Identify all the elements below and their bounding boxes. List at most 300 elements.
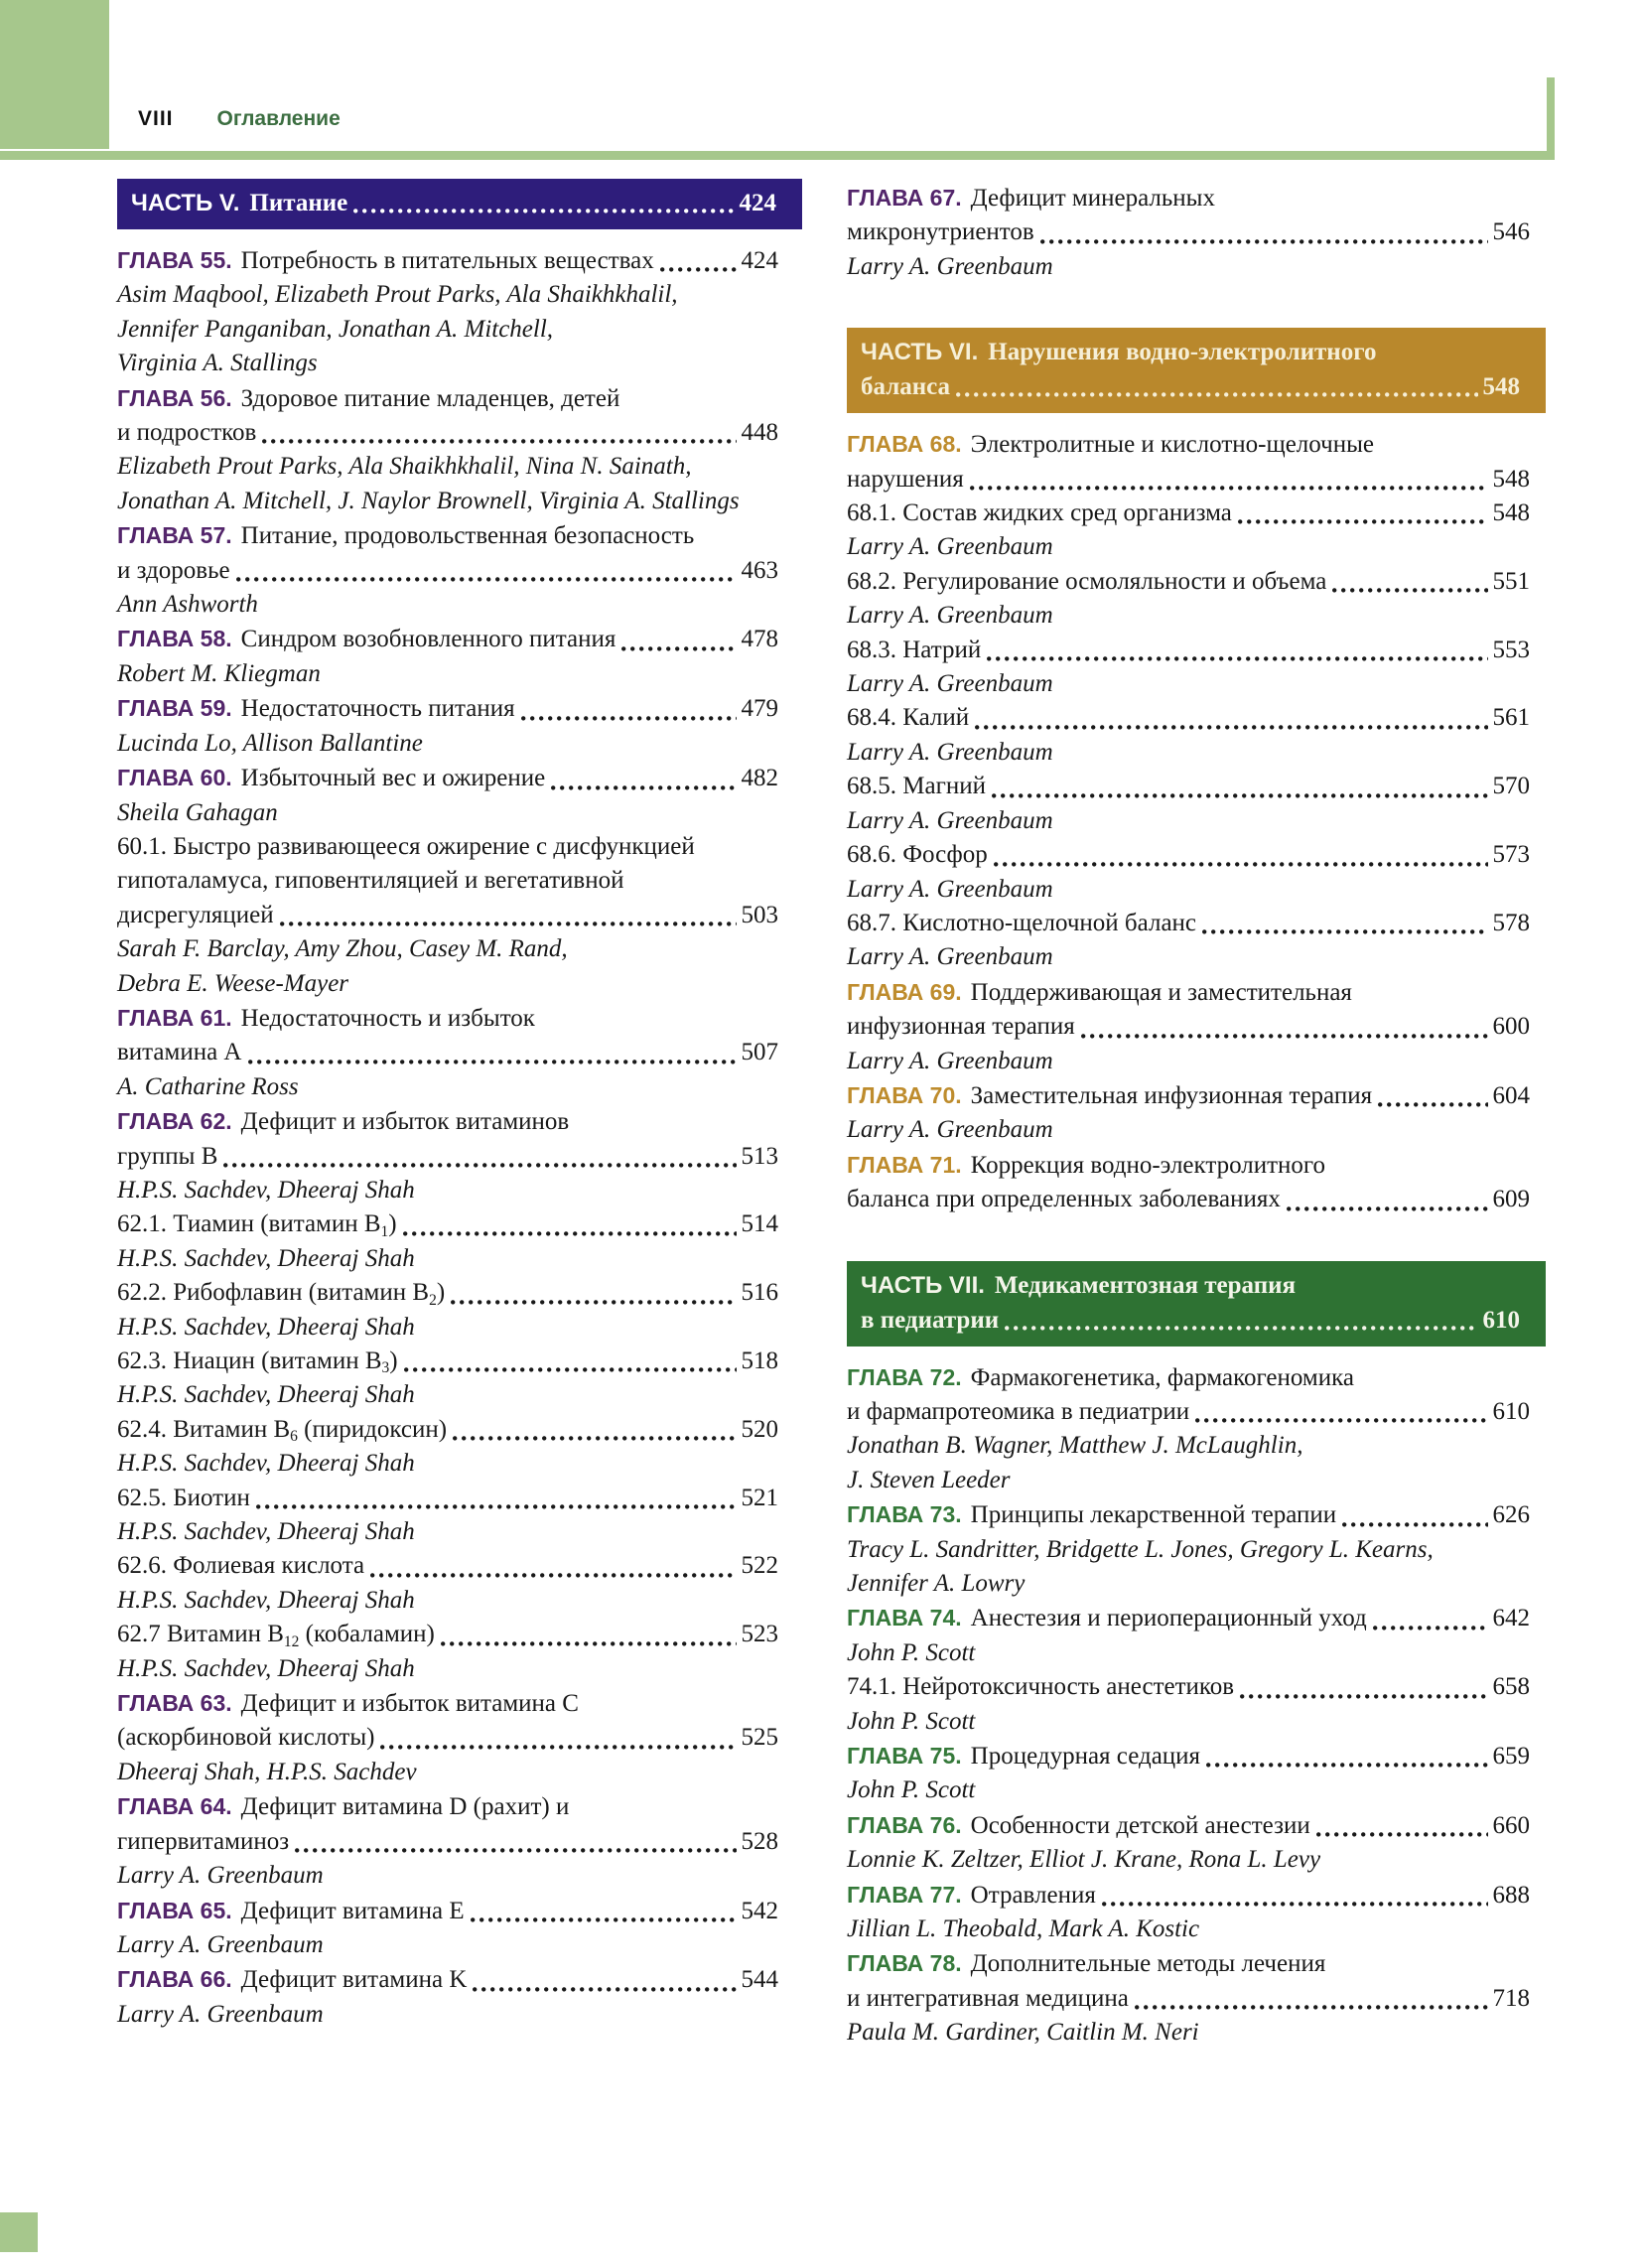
chapter-entry — [847, 1808, 1530, 1843]
part-header-bar — [847, 328, 1546, 413]
entry-text: Недостаточность питания — [240, 695, 515, 723]
toc-text-line — [117, 1721, 778, 1755]
author-names: Robert M. Kliegman — [117, 659, 321, 687]
authors-line — [847, 1843, 1530, 1877]
authors-line — [117, 1515, 778, 1549]
entry-text: и подростков — [117, 419, 257, 447]
leader-dots — [404, 1367, 737, 1372]
header-rule — [0, 151, 1555, 160]
chapter-label: ГЛАВА 59. — [117, 695, 232, 722]
toc-text-line — [117, 1482, 778, 1515]
leader-dots — [1287, 1206, 1488, 1211]
entry-text: Синдром возобновленного питания — [240, 626, 616, 653]
leader-dots — [956, 392, 1477, 397]
author-names: J. Steven Leeder — [847, 1466, 1011, 1493]
entry-text: Коррекция водно-электролитного — [970, 1151, 1326, 1179]
author-names: A. Catharine Ross — [117, 1072, 299, 1100]
part-header-bar — [847, 1261, 1546, 1347]
author-names: H.P.S. Sachdev, Dheeraj Shah — [117, 1313, 415, 1341]
authors-line — [847, 1429, 1530, 1463]
entry-text: Электролитные и кислотно-щелочные — [970, 431, 1374, 459]
authors-line — [847, 530, 1530, 564]
authors-line — [117, 347, 778, 380]
leader-dots — [471, 1917, 737, 1922]
chapter-entry — [117, 761, 778, 795]
leader-dots — [262, 439, 736, 444]
author-names: Larry A. Greenbaum — [117, 2000, 324, 2028]
chapter-entry — [117, 691, 778, 726]
leader-dots — [1206, 1763, 1487, 1768]
chapter-label: ГЛАВА 64. — [117, 1793, 232, 1820]
author-names: Larry A. Greenbaum — [847, 806, 1053, 834]
author-names: Jillian L. Theobald, Mark A. Kostic — [847, 1915, 1200, 1943]
chapter-entry — [847, 1601, 1530, 1635]
authors-line — [847, 1913, 1530, 1946]
leader-dots — [992, 793, 1488, 798]
leader-dots — [473, 1987, 736, 1992]
page-number: 542 — [741, 1897, 778, 1924]
entry-text: 62.3. Ниацин (витамин $B_3$) — [117, 1347, 398, 1377]
authors-line — [117, 1584, 778, 1618]
toc-text-line — [847, 634, 1530, 667]
entry-text: Питание, продовольственная безопасность — [240, 522, 695, 550]
entry-text: инфузионная терапия — [847, 1013, 1075, 1041]
authors-line — [847, 940, 1530, 974]
leader-dots — [280, 921, 737, 926]
entry-text: 62.1. Тиамин (витамин $B_1$) — [117, 1210, 397, 1240]
page-number: 604 — [1492, 1081, 1530, 1109]
toc-column-left — [117, 179, 802, 2032]
authors-line — [117, 485, 778, 518]
page-number: 528 — [741, 1827, 778, 1855]
page-number: 658 — [1492, 1673, 1530, 1701]
author-names: Ann Ashworth — [117, 591, 258, 619]
page-number: 513 — [741, 1142, 778, 1170]
page-number: 573 — [1492, 841, 1530, 869]
leader-dots — [1332, 588, 1487, 593]
chapter-label: ГЛАВА 67. — [847, 185, 962, 211]
authors-line — [847, 804, 1530, 838]
leader-dots — [403, 1231, 737, 1236]
page-number: 642 — [1492, 1605, 1530, 1632]
entry-text: 68.5. Магний — [847, 773, 986, 800]
entry-text: 68.3. Натрий — [847, 636, 982, 663]
toc-text-line — [847, 463, 1530, 496]
leader-dots — [975, 725, 1487, 730]
author-names: H.P.S. Sachdev, Dheeraj Shah — [117, 1244, 415, 1272]
folio-page-number: VIII — [138, 107, 174, 130]
leader-dots — [1238, 519, 1488, 524]
author-names: Lonnie K. Zeltzer, Elliot J. Krane, Rona L. Levy — [847, 1846, 1321, 1874]
author-names: John P. Scott — [847, 1776, 976, 1804]
leader-dots — [1373, 1626, 1488, 1630]
entry-text: Дефицит и избыток витамина C — [240, 1690, 579, 1718]
toc-text-line — [847, 1010, 1530, 1044]
chapter-entry — [117, 1962, 778, 1997]
chapter-label: ГЛАВА 77. — [847, 1881, 962, 1908]
authors-line — [117, 932, 778, 966]
authors-line — [847, 667, 1530, 701]
authors-line — [847, 1636, 1530, 1670]
author-names: H.P.S. Sachdev, Dheeraj Shah — [117, 1450, 415, 1478]
authors-line — [847, 1705, 1530, 1739]
part-page-number: 610 — [1482, 1306, 1520, 1334]
author-names: Elizabeth Prout Parks, Ala Shaikhkhalil, Nina N. Sainath, — [117, 453, 692, 481]
page-number: 482 — [741, 765, 778, 792]
entry-text: Потребность в питательных веществах — [240, 247, 654, 274]
part-header-bar — [117, 179, 802, 229]
page-number: 514 — [741, 1210, 778, 1238]
toc-text-line — [847, 907, 1530, 940]
author-names: Larry A. Greenbaum — [847, 252, 1053, 280]
entry-text: Анестезия и периоперационный уход — [970, 1605, 1367, 1632]
chapter-label: ГЛАВА 74. — [847, 1605, 962, 1631]
toc-text-line — [847, 1982, 1530, 2016]
author-names: Dheeraj Shah, H.P.S. Sachdev — [117, 1758, 417, 1785]
leader-dots — [1102, 1902, 1488, 1907]
authors-line — [847, 250, 1530, 284]
entry-text: витамина A — [117, 1039, 242, 1066]
page-number: 546 — [1492, 218, 1530, 246]
entry-text: Здоровое питание младенцев, детей — [240, 384, 620, 412]
leader-dots — [551, 785, 736, 790]
authors-line — [847, 2016, 1530, 2050]
authors-line — [847, 1464, 1530, 1497]
page-number: 479 — [741, 695, 778, 723]
author-names: John P. Scott — [847, 1638, 976, 1666]
entry-text: Избыточный вес и ожирение — [240, 765, 546, 792]
leader-dots — [295, 1848, 736, 1853]
authors-line — [117, 1998, 778, 2032]
authors-line — [117, 1174, 778, 1207]
toc-text-line — [117, 830, 778, 864]
chapter-entry — [117, 381, 778, 416]
page-number: 561 — [1492, 704, 1530, 732]
leader-dots — [441, 1641, 737, 1646]
toc-text-line — [117, 1140, 778, 1174]
toc-text-line — [117, 1276, 778, 1310]
author-names: Tracy L. Sandritter, Bridgette L. Jones, Gregory L. Kearns, — [847, 1535, 1434, 1563]
leader-dots — [1005, 1326, 1477, 1331]
author-names: Larry A. Greenbaum — [847, 1047, 1053, 1074]
leader-dots — [1081, 1034, 1488, 1039]
toc-text-line — [117, 416, 778, 450]
page-number: 609 — [1492, 1186, 1530, 1213]
chapter-entry — [847, 1497, 1530, 1532]
chapter-entry — [117, 243, 778, 278]
entry-text: и фармапротеомика в педиатрии — [847, 1397, 1190, 1425]
authors-line — [847, 1533, 1530, 1567]
page-number: 553 — [1492, 636, 1530, 663]
chapter-label: ГЛАВА 68. — [847, 431, 962, 458]
entry-text: дисрегуляцией — [117, 901, 274, 928]
author-names: Jonathan B. Wagner, Matthew J. McLaughlin, — [847, 1432, 1303, 1460]
bottom-accent-square — [0, 2212, 38, 2252]
chapter-entry — [847, 1878, 1530, 1913]
author-names: Larry A. Greenbaum — [847, 670, 1053, 698]
chapter-entry — [117, 622, 778, 656]
authors-line — [117, 1652, 778, 1686]
entry-text: Поддерживающая и заместительная — [970, 978, 1352, 1006]
toc-text-line — [847, 565, 1530, 599]
entry-text: 62.7 Витамин $B_{12}$ (кобаламин) — [117, 1621, 435, 1650]
page-number: 525 — [741, 1724, 778, 1752]
chapter-entry — [117, 1894, 778, 1928]
authors-line — [847, 599, 1530, 633]
part-title: Питание — [249, 190, 348, 216]
part-title: Нарушения водно-электролитного — [988, 339, 1377, 366]
leader-dots — [353, 209, 734, 213]
entry-text: (аскорбиновой кислоты) — [117, 1724, 375, 1752]
authors-line — [117, 1928, 778, 1962]
author-names: H.P.S. Sachdev, Dheeraj Shah — [117, 1518, 415, 1546]
leader-dots — [660, 267, 737, 272]
leader-dots — [987, 656, 1487, 661]
authors-line — [117, 657, 778, 691]
entry-text: группы B — [117, 1142, 218, 1170]
author-names: Sheila Gahagan — [117, 798, 278, 826]
entry-text: и интегративная медицина — [847, 1984, 1129, 2012]
authors-line — [117, 727, 778, 761]
chapter-entry — [847, 975, 1530, 1010]
author-names: Lucinda Lo, Allison Ballantine — [117, 729, 423, 757]
entry-text: Дефицит и избыток витаминов — [240, 1108, 570, 1136]
chapter-entry — [847, 181, 1530, 215]
author-names: Larry A. Greenbaum — [847, 738, 1053, 766]
page-number: 688 — [1492, 1881, 1530, 1909]
toc-text-line — [117, 1036, 778, 1069]
chapter-label: ГЛАВА 73. — [847, 1501, 962, 1528]
toc-text-line — [117, 1549, 778, 1583]
page-number: 523 — [741, 1621, 778, 1648]
chapter-label: ГЛАВА 62. — [117, 1108, 232, 1135]
author-names: Larry A. Greenbaum — [117, 1930, 324, 1958]
entry-text: Дефицит витамина K — [240, 1966, 468, 1994]
page-number: 521 — [741, 1484, 778, 1511]
author-names: Larry A. Greenbaum — [117, 1862, 324, 1890]
chapter-entry — [117, 518, 778, 553]
author-names: Paula M. Gardiner, Caitlin M. Neri — [847, 2019, 1199, 2047]
entry-text: Дефицит витамина E — [240, 1897, 465, 1924]
entry-text: Заместительная инфузионная терапия — [970, 1081, 1373, 1109]
chapter-label: ГЛАВА 57. — [117, 522, 232, 549]
toc-text-line — [117, 864, 778, 898]
author-names: Virginia A. Stallings — [117, 350, 318, 377]
entry-text: микронутриентов — [847, 218, 1034, 246]
part-title-continuation: баланса — [861, 373, 951, 401]
author-names: John P. Scott — [847, 1707, 976, 1735]
entry-text: нарушения — [847, 465, 964, 493]
leader-dots — [1195, 1418, 1487, 1423]
page-number: 448 — [741, 419, 778, 447]
chapter-entry — [847, 1078, 1530, 1113]
chapter-label: ГЛАВА 60. — [117, 765, 232, 791]
author-names: Larry A. Greenbaum — [847, 533, 1053, 561]
author-names: Jennifer A. Lowry — [847, 1570, 1026, 1597]
leader-dots — [994, 862, 1488, 867]
part-title-continuation: в педиатрии — [861, 1306, 1000, 1334]
leader-dots — [1135, 2005, 1488, 2010]
author-names: H.P.S. Sachdev, Dheeraj Shah — [117, 1654, 415, 1682]
authors-line — [117, 1311, 778, 1345]
page-number: 610 — [1492, 1397, 1530, 1425]
chapter-label: ГЛАВА 66. — [117, 1966, 232, 1993]
page-number: 626 — [1492, 1501, 1530, 1529]
toc-text-line — [117, 1413, 778, 1447]
chapter-entry — [847, 1946, 1530, 1981]
entry-text: баланса при определенных заболеваниях — [847, 1186, 1281, 1213]
chapter-label: ГЛАВА 78. — [847, 1950, 962, 1977]
author-names: Larry A. Greenbaum — [847, 1116, 1053, 1144]
entry-text: Недостаточность и избыток — [240, 1004, 535, 1032]
page-number: 522 — [741, 1552, 778, 1580]
leader-dots — [1040, 239, 1488, 244]
authors-line — [117, 1378, 778, 1412]
toc-text-line — [117, 899, 778, 932]
leader-dots — [970, 486, 1488, 491]
page-number: 520 — [741, 1415, 778, 1443]
authors-line — [117, 1070, 778, 1104]
toc-text-line — [847, 215, 1530, 249]
toc-text-line — [847, 770, 1530, 803]
chapter-label: ГЛАВА 71. — [847, 1151, 962, 1178]
entry-text: 68.6. Фосфор — [847, 841, 988, 869]
entry-text: Отравления — [970, 1881, 1096, 1909]
part-label: ЧАСТЬ VII. — [861, 1271, 985, 1299]
page-number: 463 — [741, 556, 778, 584]
running-header-title: Оглавление — [216, 107, 341, 130]
page-number: 548 — [1492, 499, 1530, 527]
part-page-number: 548 — [1482, 373, 1520, 401]
authors-line — [847, 1567, 1530, 1601]
chapter-entry — [847, 1148, 1530, 1183]
authors-line — [847, 736, 1530, 770]
chapter-label: ГЛАВА 55. — [117, 247, 232, 273]
page-number: 424 — [741, 247, 778, 274]
page-number: 659 — [1492, 1743, 1530, 1771]
author-names: H.P.S. Sachdev, Dheeraj Shah — [117, 1381, 415, 1409]
entry-text: Дополнительные методы лечения — [970, 1950, 1326, 1978]
chapter-label: ГЛАВА 75. — [847, 1743, 962, 1770]
chapter-entry — [117, 1001, 778, 1036]
chapter-entry — [117, 1104, 778, 1139]
authors-line — [117, 967, 778, 1001]
entry-text: гипоталамуса, гиповентиляцией и вегетативной — [117, 867, 624, 895]
entry-text: 62.5. Биотин — [117, 1484, 250, 1511]
part-page-number: 424 — [739, 190, 776, 216]
author-names: Debra E. Weese-Mayer — [117, 969, 349, 997]
page-number: 503 — [741, 901, 778, 928]
author-names: Larry A. Greenbaum — [847, 943, 1053, 971]
chapter-label: ГЛАВА 70. — [847, 1081, 962, 1108]
leader-dots — [236, 577, 737, 582]
running-header — [138, 107, 341, 131]
page-number: 578 — [1492, 909, 1530, 936]
corner-accent-strip — [0, 0, 109, 149]
page-number: 518 — [741, 1347, 778, 1374]
chapter-label: ГЛАВА 56. — [117, 384, 232, 411]
leader-dots — [521, 716, 737, 721]
authors-line — [117, 450, 778, 484]
authors-line — [117, 313, 778, 347]
toc-text-line — [847, 701, 1530, 735]
authors-line — [117, 588, 778, 622]
entry-text: 62.4. Витамин $B_6$ (пиридоксин) — [117, 1415, 448, 1446]
entry-text: гипервитаминоз — [117, 1827, 290, 1855]
entry-text: 68.1. Состав жидких сред организма — [847, 499, 1232, 527]
toc-text-line — [117, 1207, 778, 1241]
chapter-entry — [117, 1789, 778, 1824]
part-title: Медикаментозная терапия — [994, 1271, 1297, 1299]
authors-line — [847, 1773, 1530, 1807]
entry-text: 68.4. Калий — [847, 704, 970, 732]
authors-line — [117, 1859, 778, 1893]
page-number: 548 — [1492, 465, 1530, 493]
page-number: 570 — [1492, 773, 1530, 800]
chapter-label: ГЛАВА 69. — [847, 978, 962, 1005]
page-number: 516 — [741, 1279, 778, 1307]
chapter-entry — [847, 1360, 1530, 1395]
entry-text: Процедурная седация — [970, 1743, 1201, 1771]
author-names: Jennifer Panganiban, Jonathan A. Mitchell, — [117, 315, 554, 343]
toc-text-line — [847, 1183, 1530, 1216]
toc-text-line — [117, 1345, 778, 1378]
part-label: ЧАСТЬ V. — [131, 190, 240, 216]
chapter-entry — [847, 427, 1530, 462]
leader-dots — [256, 1504, 737, 1509]
toc-text-line — [847, 1395, 1530, 1429]
entry-text: и здоровье — [117, 556, 230, 584]
toc-text-line — [847, 838, 1530, 872]
toc-text-line — [117, 1825, 778, 1859]
chapter-label: ГЛАВА 65. — [117, 1897, 232, 1923]
chapter-label: ГЛАВА 76. — [847, 1811, 962, 1838]
page-number: 551 — [1492, 567, 1530, 595]
entry-text: Принципы лекарственной терапии — [970, 1501, 1337, 1529]
chapter-label: ГЛАВА 61. — [117, 1004, 232, 1031]
entry-text: Дефицит минеральных — [970, 185, 1215, 212]
page-number: 544 — [741, 1966, 778, 1994]
leader-dots — [380, 1745, 736, 1750]
leader-dots — [451, 1300, 736, 1305]
chapter-label: ГЛАВА 72. — [847, 1363, 962, 1390]
entry-text: Фармакогенетика, фармакогеномика — [970, 1363, 1354, 1391]
leader-dots — [1316, 1832, 1488, 1837]
authors-line — [117, 278, 778, 312]
authors-line — [117, 1447, 778, 1481]
author-names: H.P.S. Sachdev, Dheeraj Shah — [117, 1586, 415, 1614]
entry-text: 68.2. Регулирование осмоляльности и объема — [847, 567, 1327, 595]
leader-dots — [223, 1163, 736, 1168]
toc-text-line — [847, 1670, 1530, 1704]
authors-line — [117, 796, 778, 830]
toc-text-line — [117, 554, 778, 588]
entry-text: Особенности детской анестезии — [970, 1811, 1310, 1839]
leader-dots — [1378, 1102, 1487, 1107]
toc-text-line — [117, 1618, 778, 1651]
entry-text: 68.7. Кислотно-щелочной баланс — [847, 909, 1197, 936]
entry-text: Дефицит витамина D (рахит) и — [240, 1793, 570, 1821]
page-number: 718 — [1492, 1984, 1530, 2012]
entry-text: 74.1. Нейротоксичность анестетиков — [847, 1673, 1235, 1701]
leader-dots — [1202, 929, 1487, 934]
authors-line — [117, 1242, 778, 1276]
author-names: Jonathan A. Mitchell, J. Naylor Brownell, Virginia A. Stallings — [117, 487, 740, 514]
authors-line — [847, 873, 1530, 907]
leader-dots — [1342, 1522, 1487, 1527]
page-number: 660 — [1492, 1811, 1530, 1839]
page-number: 600 — [1492, 1013, 1530, 1041]
